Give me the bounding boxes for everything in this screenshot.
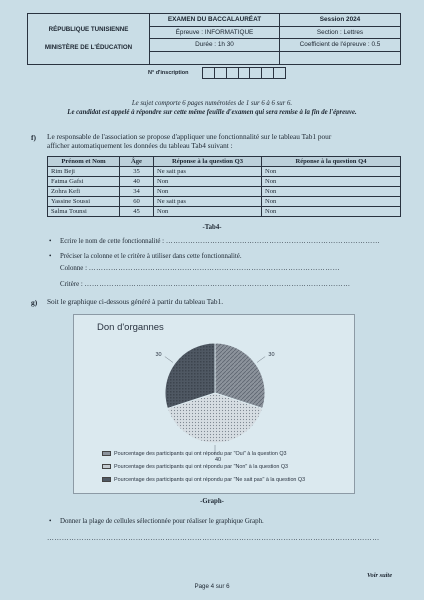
section-label: Section : Lettres (280, 27, 400, 40)
tab4-table (47, 156, 401, 217)
col-header-age: Âge (120, 157, 154, 167)
table-row (48, 177, 401, 187)
question-f-line1: Le responsable de l'association se propose d'appliquer une fonctionnalité sur le tableau Tab1 pour (47, 132, 332, 141)
legend-label: Pourcentage des participants qui ont répondu par "Oui" à la question Q3 (114, 451, 287, 457)
legend-swatch (102, 451, 111, 456)
legend-swatch (102, 464, 111, 469)
cell-q3: Ne sait pas (154, 167, 262, 177)
answer-feature-name[interactable] (60, 237, 390, 246)
cell-age: 60 (120, 197, 154, 207)
col-header-q4: Réponse à la question Q4 (262, 157, 401, 167)
legend-label: Pourcentage des participants qui ont répondu par "Non" à la question Q3 (114, 464, 289, 470)
cell-q4: Non (262, 187, 401, 197)
coefficient-label: Coefficient de l'épreuve : 0.5 (280, 39, 400, 52)
tab4-caption: -Tab4- (202, 224, 222, 231)
graph-caption: -Graph- (200, 498, 224, 505)
leader-line (165, 357, 173, 363)
table-row (48, 207, 401, 217)
epreuve-label: Épreuve : INFORMATIQUE (150, 27, 279, 40)
cell-age: 34 (120, 187, 154, 197)
chart-title: Don d'organnes (97, 322, 164, 333)
cell-q3: Non (154, 187, 262, 197)
inscription-label: N° d'inscription (148, 70, 189, 76)
answer-dots: ……………………………………………………………………………………………………………………… (47, 535, 380, 542)
cell-q4: Non (262, 167, 401, 177)
voir-suite: Voir suite (367, 572, 393, 579)
bullet-dot: • (49, 518, 52, 525)
table-row (48, 187, 401, 197)
session-label: Session 2024 (280, 14, 400, 27)
duree-label: Durée : 1h 30 (150, 39, 279, 52)
leader-line (257, 357, 265, 363)
cell-age: 35 (120, 167, 154, 177)
exam-title: EXAMEN DU BACCALAURÉAT (150, 14, 279, 27)
bullet-feature-text: Ecrire le nom de cette fonctionnalité : (60, 238, 166, 245)
answer-range[interactable] (47, 534, 397, 543)
answer-dots: ……………………………………………………………………………………………… (84, 281, 351, 288)
table-row (48, 197, 401, 207)
pie-chart (73, 314, 355, 494)
bullet-dot: • (49, 238, 52, 245)
col-header-name: Prénom et Nom (48, 157, 120, 167)
notice-pages: Le sujet comporte 6 pages numérotées de 1 sur 6 à 6 sur 6. (131, 100, 293, 107)
col-header-q3: Réponse à la question Q3 (154, 157, 262, 167)
cell-name: Yassine Soussi (48, 197, 120, 207)
legend-item (102, 477, 305, 483)
bullet-criteria-text: Préciser la colonne et le critère à utiliser dans cette fonctionnalité. (60, 253, 242, 260)
critere-label: Critère : (60, 281, 85, 288)
question-f-label: f) (31, 133, 36, 142)
cell-name: Rim Beji (48, 167, 120, 177)
cell-q3: Ne sait pas (154, 197, 262, 207)
data-label: 30 (268, 352, 275, 359)
cell-name: Zohra Kefi (48, 187, 120, 197)
ministry-label: MINISTÈRE DE L'ÉDUCATION (44, 44, 133, 51)
answer-dots: ………………………………………………………………………………………… (88, 265, 340, 272)
legend-swatch (102, 477, 111, 482)
cell-q4: Non (262, 207, 401, 217)
notice-answer-sheet: Le candidat est appelé à répondre sur cette même feuille d'examen qui sera remise à la fin de l'épreuve. (67, 109, 357, 116)
cell-age: 45 (120, 207, 154, 217)
answer-colonne[interactable] (60, 264, 390, 273)
cell-q4: Non (262, 177, 401, 187)
question-f-line2: afficher automatiquement les données du tableau Tab4 suivant : (47, 141, 233, 150)
bullet-range-text: Donner la plage de cellules sélectionnée pour réaliser le graphique Graph. (60, 518, 264, 525)
header-right (280, 14, 400, 64)
question-g-label: g) (31, 298, 38, 307)
colonne-label: Colonne : (60, 265, 89, 272)
header-left (28, 14, 150, 64)
legend-item (102, 464, 288, 470)
legend-item (102, 451, 287, 457)
table-row (48, 167, 401, 177)
cell-q4: Non (262, 197, 401, 207)
legend-label: Pourcentage des participants qui ont répondu par "Ne sait pas" à la question Q3 (114, 477, 306, 483)
republic-label: RÉPUBLIQUE TUNISIENNE (48, 26, 129, 33)
inscription-boxes[interactable] (202, 67, 286, 79)
cell-q3: Non (154, 177, 262, 187)
data-label: 40 (215, 457, 222, 461)
cell-q3: Non (154, 207, 262, 217)
table-header-row (48, 157, 401, 167)
page-number: Page 4 sur 6 (194, 583, 230, 590)
header-middle (150, 14, 280, 64)
answer-dots: …………………………………………………………………………… (165, 238, 381, 245)
question-g-text: Soit le graphique ci-dessous généré à partir du tableau Tab1. (47, 297, 224, 306)
data-label: 30 (155, 352, 162, 359)
cell-name: Salma Tounsi (48, 207, 120, 217)
cell-name: Fatma Gafsi (48, 177, 120, 187)
answer-critere[interactable] (60, 280, 390, 289)
pie-svg (74, 331, 356, 461)
cell-age: 40 (120, 177, 154, 187)
bullet-dot: • (49, 253, 52, 260)
exam-header (27, 13, 401, 65)
